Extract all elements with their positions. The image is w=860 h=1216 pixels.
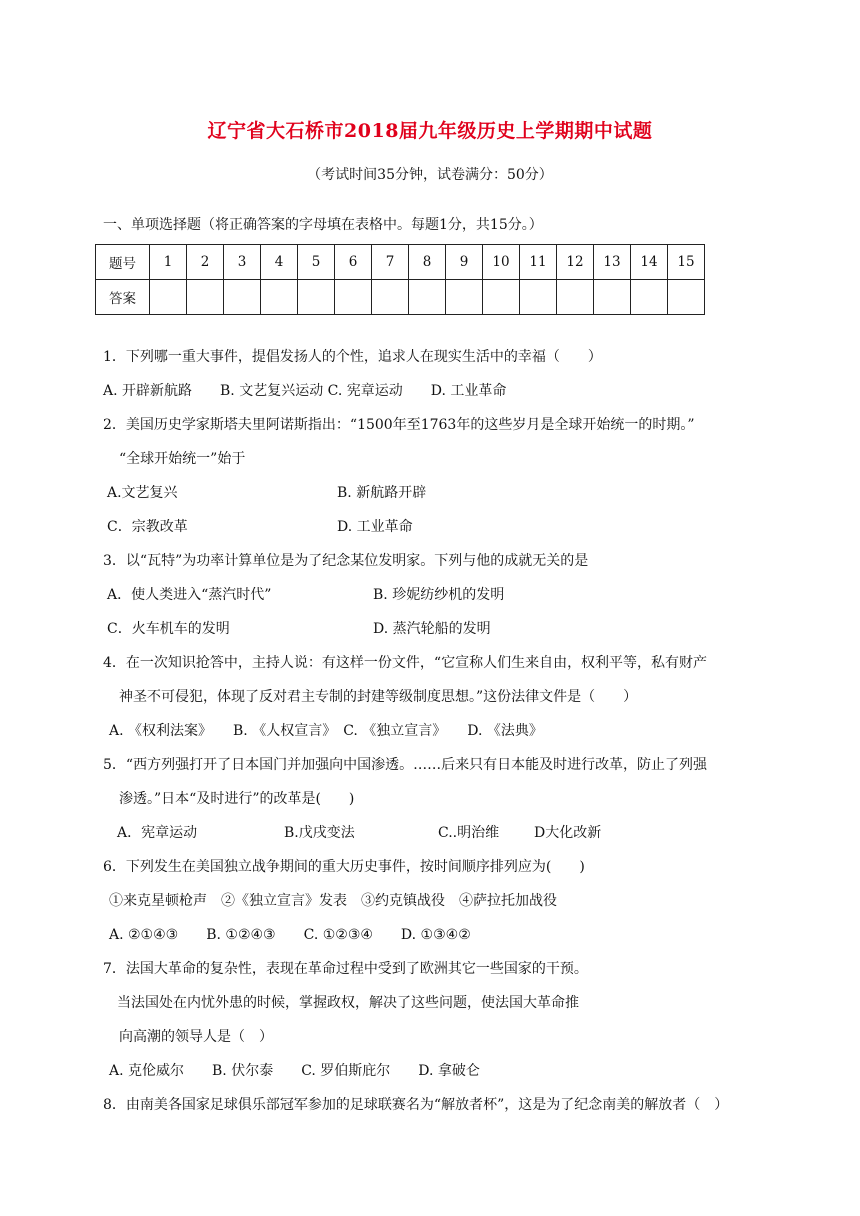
answer-cell	[261, 280, 298, 315]
question-7-options: A. 克伦威尔 B. 伏尔泰 C. 罗伯斯庇尔 D. 拿破仑	[109, 1063, 480, 1079]
question-3-option-c: C．火车机车的发明	[107, 621, 230, 637]
question-2-option-d: D. 工业革命	[337, 519, 413, 535]
section-heading: 一、单项选择题（将正确答案的字母填在表格中。每题1分，共15分。）	[103, 217, 543, 233]
question-7-stem-end: 向高潮的领导人是（ ）	[119, 1029, 273, 1045]
question-5-stem: 5．“西方列强打开了日本国门并加强向中国渗透。……后来只有日本能及时进行改革，防止了列强	[103, 757, 708, 773]
question-5-option-b: B.戊戌变法	[284, 825, 355, 841]
answer-cell	[483, 280, 520, 315]
answer-table	[95, 244, 705, 315]
question-6-events: ①来克星顿枪声 ②《独立宣言》发表 ③约克镇战役 ④萨拉托加战役	[109, 893, 557, 909]
question-4-stem: 4．在一次知识抢答中，主持人说：有这样一份文件，“它宣称人们生来自由，权利平等，私有财产	[103, 655, 708, 671]
answer-cell	[520, 280, 557, 315]
question-number: 9	[446, 245, 483, 280]
answer-cell	[668, 280, 705, 315]
question-7-stem: 7．法国大革命的复杂性，表现在革命过程中受到了欧洲其它一些国家的干预。	[103, 961, 588, 977]
question-number: 3	[224, 245, 261, 280]
answer-cell	[594, 280, 631, 315]
question-6-options: A. ②①④③ B. ①②④③ C. ①②③④ D. ①③④②	[109, 927, 471, 943]
question-7-stem-continued: 当法国处在内忧外患的时候，掌握政权，解决了这些问题，使法国大革命推	[117, 995, 579, 1011]
question-5-option-c: C..明治维	[438, 825, 500, 841]
page-title: 辽宁省大石桥市2018届九年级历史上学期期中试题	[207, 120, 653, 142]
question-number: 10	[483, 245, 520, 280]
answer-cell	[298, 280, 335, 315]
question-4-stem-continued: 神圣不可侵犯，体现了反对君主专制的封建等级制度思想。”这份法律文件是（ ）	[119, 689, 638, 705]
table-row	[96, 280, 705, 315]
question-number: 6	[335, 245, 372, 280]
question-2-option-a: A.文艺复兴	[107, 485, 178, 501]
question-number: 15	[668, 245, 705, 280]
answer-cell	[150, 280, 187, 315]
question-number: 4	[261, 245, 298, 280]
question-number: 1	[150, 245, 187, 280]
question-number: 13	[594, 245, 631, 280]
question-2-stem: 2．美国历史学家斯塔夫里阿诺斯指出：“1500年至1763年的这些岁月是全球开始统一的时期。”	[103, 417, 695, 433]
answer-cell	[187, 280, 224, 315]
answer-cell	[335, 280, 372, 315]
question-2-option-c: C．宗教改革	[107, 519, 188, 535]
question-number: 2	[187, 245, 224, 280]
question-number: 14	[631, 245, 668, 280]
table-row-label: 答案	[96, 280, 150, 315]
table-row	[96, 245, 705, 280]
question-number: 12	[557, 245, 594, 280]
question-3-option-a: A．使人类进入“蒸汽时代”	[107, 587, 272, 603]
answer-cell	[409, 280, 446, 315]
answer-cell	[446, 280, 483, 315]
exam-info: （考试时间35分钟，试卷满分：50分）	[307, 167, 553, 183]
question-3-option-b: B. 珍妮纺纱机的发明	[373, 587, 505, 603]
answer-cell	[224, 280, 261, 315]
question-number: 8	[409, 245, 446, 280]
question-2-stem-continued: “全球开始统一”始于	[119, 451, 246, 467]
table-row-label: 题号	[96, 245, 150, 280]
question-5-option-a: A．宪章运动	[117, 825, 198, 841]
question-3-stem: 3．以“瓦特”为功率计算单位是为了纪念某位发明家。下列与他的成就无关的是	[103, 553, 589, 569]
question-number: 5	[298, 245, 335, 280]
question-number: 7	[372, 245, 409, 280]
question-8-stem: 8．由南美各国家足球俱乐部冠军参加的足球联赛名为“解放者杯”，这是为了纪念南美的解放者（ ）	[103, 1097, 729, 1113]
question-1-options: A. 开辟新航路 B. 文艺复兴运动 C. 宪章运动 D. 工业革命	[103, 383, 507, 399]
question-2-option-b: B. 新航路开辟	[337, 485, 427, 501]
question-number: 11	[520, 245, 557, 280]
answer-cell	[372, 280, 409, 315]
answer-cell	[631, 280, 668, 315]
question-6-stem: 6．下列发生在美国独立战争期间的重大历史事件，按时间顺序排列应为( )	[103, 859, 585, 875]
question-1-stem: 1．下列哪一重大事件，提倡发扬人的个性，追求人在现实生活中的幸福（ ）	[103, 349, 602, 365]
question-4-options: A. 《权利法案》 B. 《人权宣言》 C. 《独立宣言》 D. 《法典》	[109, 723, 543, 739]
question-3-option-d: D. 蒸汽轮船的发明	[373, 621, 491, 637]
question-5-option-d: D大化改新	[534, 825, 602, 841]
answer-cell	[557, 280, 594, 315]
question-5-stem-continued: 渗透。”日本“及时进行”的改革是( )	[119, 791, 355, 807]
